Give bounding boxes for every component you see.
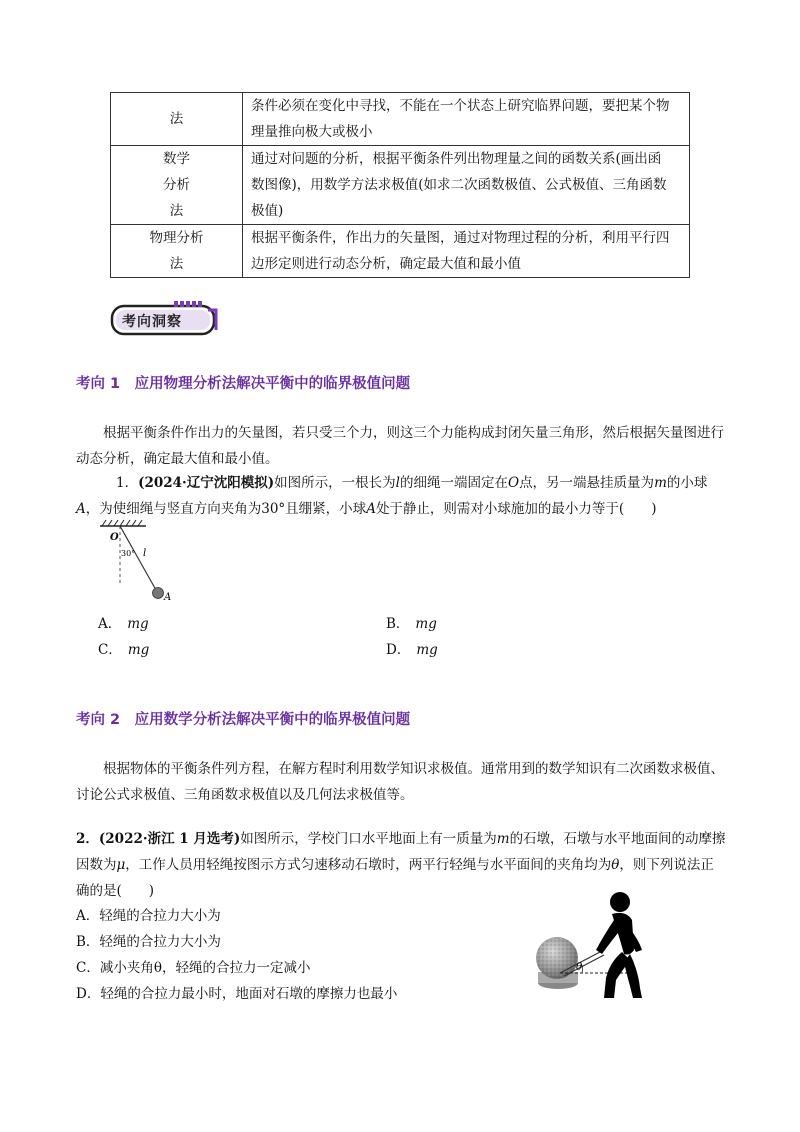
- option-key: A．: [98, 616, 122, 632]
- label-line: 法: [169, 256, 184, 272]
- option-value: mg: [127, 616, 149, 632]
- question-number: 2．: [76, 831, 99, 847]
- section-badge-label: 考向洞察: [122, 314, 182, 330]
- q2-option-a[interactable]: [76, 906, 221, 926]
- stem-part: ，工作人员用轻绳按图示方式匀速移动石墩时，两平行轻绳与水平面间的夹角均为: [125, 857, 612, 873]
- question-number: 1．: [116, 475, 139, 491]
- q1-option-b[interactable]: [386, 614, 437, 634]
- stem-part: 如图所示，学校门口水平地面上有一质量为: [240, 831, 497, 847]
- pendulum-figure: [96, 518, 186, 606]
- topic2-intro: 根据物体的平衡条件列方程，在解方程时利用数学知识求极值。通常用到的数学知识有二次函数求极值、讨论公式求极值、三角函数求极值以及几何法求极值等。: [76, 761, 724, 803]
- question-source: (2024·辽宁沈阳模拟): [138, 475, 275, 491]
- var-A: A: [366, 501, 376, 517]
- stem-part: 如图所示，一根长为: [274, 475, 396, 491]
- label-O: O: [110, 532, 119, 543]
- topic1-intro: 根据平衡条件作出力的矢量图，若只受三个力，则这三个力能构成封闭矢量三角形，然后根据矢量图进行动态分析，确定最大值和最小值。: [76, 425, 724, 467]
- table-cell-label: [111, 225, 243, 278]
- text-line: 通过对问题的分析，根据平衡条件列出物理量之间的函数关系(画出函: [251, 151, 662, 167]
- option-value: mg: [415, 616, 437, 632]
- text-line: 极值): [251, 203, 284, 219]
- table-row: [111, 146, 690, 225]
- label-A: A: [164, 592, 172, 603]
- label-angle: 30°: [121, 549, 136, 558]
- label-line: 物理分析: [149, 230, 204, 246]
- stem-part: 点，另一端悬挂质量为: [519, 475, 655, 491]
- table-cell-text: [243, 225, 690, 278]
- q1-option-a[interactable]: [98, 614, 149, 634]
- option-text: 轻绳的合拉力最小时，地面对石墩的摩擦力也最小: [100, 986, 398, 1002]
- text-line: 条件必须在变化中寻找，不能在一个状态上研究临界问题，要把某个物: [251, 98, 670, 114]
- option-key: D．: [76, 986, 101, 1002]
- topic1-heading: 考向 1 应用物理分析法解决平衡中的临界极值问题: [76, 376, 411, 392]
- stem-part: ，则下列说法正确的是( ): [76, 857, 714, 899]
- question-source: (2022·浙江 1 月选考): [98, 831, 241, 847]
- stem-part: 处于静止，则需对小球施加的最小力等于( ): [375, 501, 657, 517]
- label-theta: θ: [576, 962, 583, 973]
- table-row: [111, 93, 690, 146]
- stem-part: 的石墩，石墩与水平地面间的动摩擦因数为: [76, 831, 726, 873]
- text-line: 根据平衡条件，作出力的矢量图，通过对物理过程的分析，利用平行四: [251, 230, 670, 246]
- option-key: C．: [98, 642, 122, 658]
- q2-option-d[interactable]: [76, 984, 397, 1004]
- var-m: m: [654, 475, 667, 491]
- q2-option-b[interactable]: [76, 932, 221, 952]
- option-key: A．: [76, 908, 100, 924]
- option-text: 减小夹角θ，轻绳的合拉力一定减小: [99, 960, 311, 976]
- option-text: 轻绳的合拉力大小为: [99, 934, 221, 950]
- topic2-heading: 考向 2 应用数学分析法解决平衡中的临界极值问题: [76, 712, 411, 728]
- var-O: O: [507, 475, 520, 491]
- stem-part: 的小球: [666, 475, 708, 491]
- var-A: A: [76, 501, 86, 517]
- q2-option-c[interactable]: [76, 958, 310, 978]
- option-key: B．: [76, 934, 100, 950]
- var-mu: μ: [116, 857, 126, 873]
- label-line: 分析: [163, 177, 190, 193]
- var-l: l: [395, 475, 400, 491]
- var-theta: θ: [611, 857, 620, 873]
- label-line: 数学: [163, 151, 190, 167]
- option-key: B．: [386, 616, 410, 632]
- stem-part: 的细绳一端固定在: [399, 475, 508, 491]
- label-l: l: [143, 548, 147, 559]
- text-line: 理量推向极大或极小: [251, 124, 373, 140]
- q1-option-d[interactable]: [386, 640, 438, 660]
- table-row: [111, 225, 690, 278]
- option-value: mg: [127, 642, 150, 658]
- label-line: 法: [169, 111, 184, 127]
- option-value: mg: [416, 642, 438, 658]
- text-line: 边形定则进行动态分析，确定最大值和最小值: [251, 256, 521, 272]
- question-1-stem: [76, 470, 726, 522]
- table-cell-label: [111, 93, 243, 146]
- table-cell-label: [111, 146, 243, 225]
- var-m: m: [496, 831, 510, 847]
- methods-table: [110, 92, 690, 278]
- text-line: 数图像)，用数学方法求极值(如求二次函数极值、公式极值、三角函数: [251, 177, 667, 193]
- table-cell-text: [243, 146, 690, 225]
- stone-pier-figure: [530, 880, 645, 1005]
- option-key: C．: [76, 960, 100, 976]
- q1-option-c[interactable]: [98, 640, 149, 660]
- stem-part: ，为使细绳与竖直方向夹角为30°且绷紧，小球: [85, 501, 367, 517]
- table-cell-text: [243, 93, 690, 146]
- option-key: D．: [386, 642, 411, 658]
- option-text: 轻绳的合拉力大小为: [99, 908, 221, 924]
- label-line: 法: [169, 203, 184, 219]
